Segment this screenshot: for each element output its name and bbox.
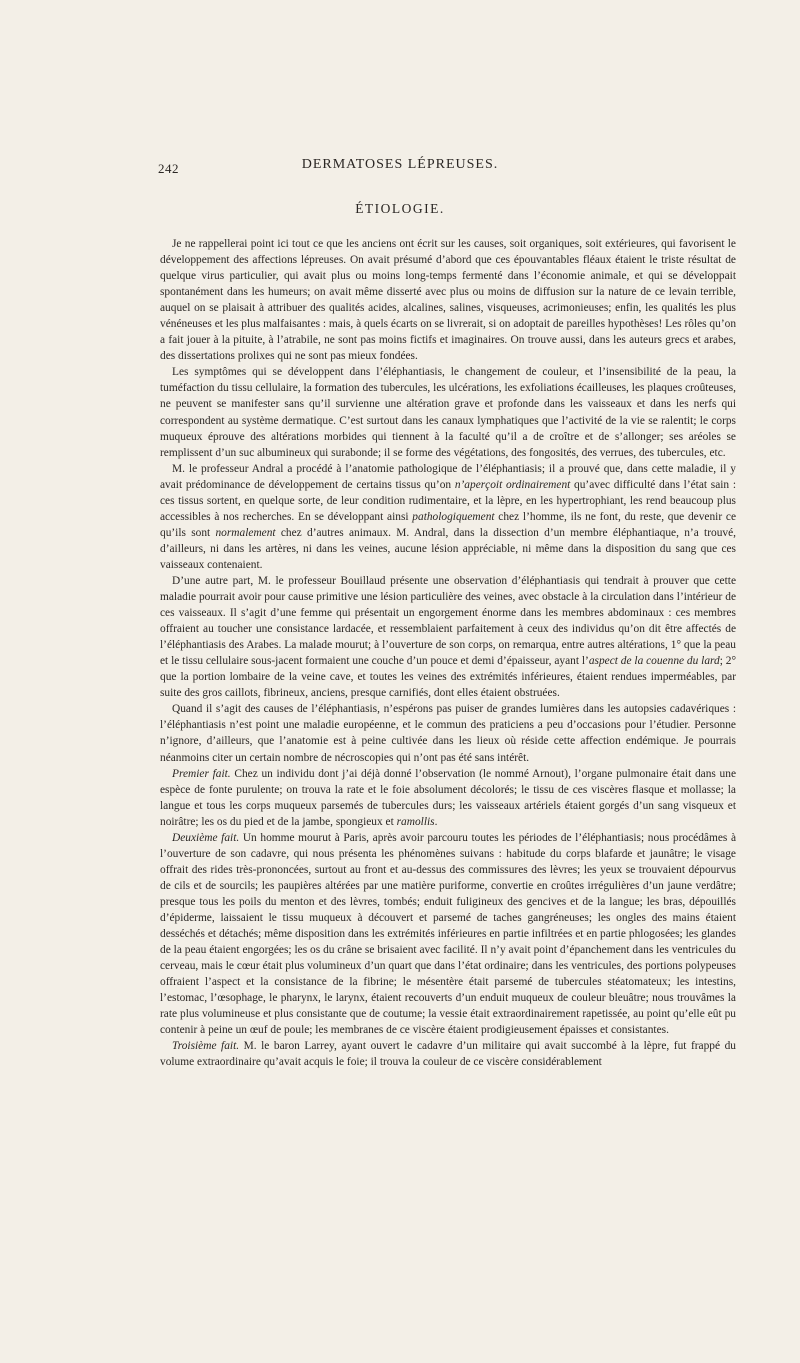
- running-head: DERMATOSES LÉPREUSES.: [301, 157, 499, 172]
- section-title: ÉTIOLOGIE.: [355, 201, 445, 216]
- paragraph-4: D’une autre part, M. le professeur Bouillaud présente une observation d’éléphantiasis qui tendrait à prouver que cette maladie pourrait avoir pour cause primitive une lésion particulière des veines, avec obstacle à la circulation dans l’intérieur de ces vaisseaux. Il s’agit d’une femme qui présentait un engorgement énorme dans les membres abdominaux : ces membres offraient au toucher une consistance lardacée, et ressemblaient parfaitement à ceux des individus qu’on dit être affectés de l’éléphantiasis des Arabes. La malade mourut; à l’ouverture de son corps, on remarqua, entre autres altérations, 1° que la peau et le tissu cellulaire sous-jacent formaient une couche d’un pouce et demi d’épaisseur, ayant l’aspect de la couenne du lard; 2° que la portion lombaire de la veine cave, et toutes les veines des extrémités inférieures, étaient rendues imperméables, par suite des gros caillots, fibrineux, anciens, presque carnifiés, dont elles étaient obstruées.: [160, 574, 737, 700]
- paragraph-3: M. le professeur Andral a procédé à l’anatomie pathologique de l’éléphantiasis; il a prouvé que, dans cette maladie, il y avait prédominance de développement de certains tissus qu’on n’aperçoit ordinairement qu’avec difficulté dans l’état sain : ces tissus sortent, en quelque sorte, de leur condition rudimentaire, et la lèpre, en les hypertrophiant, les rend beaucoup plus accessibles à nos recherches. En se développant ainsi pathologiquement chez l’homme, ils ne font, du reste, que devenir ce qu’ils sont normalement chez d’autres animaux. M. Andral, dans la dissection d’un membre éléphantiaque, n’a trouvé, d’ailleurs, ni dans les artères, ni dans les veines, aucune lésion appréciable, ni même dans la disposition du sang que ces vaisseaux contenaient.: [160, 462, 737, 571]
- paragraph-5: Quand il s’agit des causes de l’éléphantiasis, n’espérons pas puiser de grandes lumières dans les autopsies cadavériques : l’éléphantiasis n’est point une maladie européenne, et le commun des praticiens a peu d’occasions pour l’étudier. Personne n’ignore, d’ailleurs, que l’anatomie est à peine cultivée dans les lieux où réside cette affection endémique. Je pourrais néanmoins citer un certain nombre de nécroscopies qui n’ont pas été sans intérêt.: [160, 703, 736, 764]
- paragraph-deuxieme-fait: Deuxième fait. Un homme mourut à Paris, après avoir parcouru toutes les périodes de l’éléphantiasis; nous procédâmes à l’ouverture de son cadavre, qui nous présenta les phénomènes suivans : habitude du corps blafarde et jaunâtre; le visage offrait des rides très-prononcées, surtout au front et au-dessus des commissures des lèvres; les yeux se trouvaient dépourvus de cils et de sourcils; les paupières altérées par une matière puriforme, convertie en croûtes irrégulières d’un jaune verdâtre; presque tous les poils du menton et des lèvres, tombés; enduit fuligineux des gencives et de la langue; les bras, dépouillés d’épiderme, laissaient le tissu muqueux à découvert et parsemé de taches gangréneuses; les ongles des mains étaient desséchés et détachés; même disposition dans les extrémités inférieures en partie infiltrées et en partie phlogosées; les glandes de la peau étaient engorgées; les os du crâne se brisaient avec facilité. Il n’y avait point d’épanchement dans les ventricules du cerveau, mais le cœur était plus volumineux d’un quart que dans l’état ordinaire; dans les ventricules, des portions polypeuses offraient l’aspect et la consistance de la fibrine; le mésentère était parsemé de tubercules stéatomateux; les intestins, l’estomac, l’œsophage, le pharynx, le larynx, étaient recouverts d’un enduit muqueux de couleur bleuâtre; nous trouvâmes la rate plus volumineuse et plus consistante que de coutume; la vessie était extraordinairement rapetissée, au point qu’elle eût pu contenir à peine un œuf de poule; les membranes de ce viscère étaient prodigieusement épaisses et consistantes.: [160, 831, 736, 1037]
- paragraph-premier-fait: Premier fait. Chez un individu dont j’ai déjà donné l’observation (le nommé Arnout), l’organe pulmonaire était dans une espèce de fonte purulente; on trouva la rate et le foie absolument décolorés; le tissu de ces viscères flasque et mollasse; la langue et tous les corps muqueux parsemés de tubercules durs; les vaisseaux artériels étaient gorgés d’un sang visqueux et noirâtre; les os du pied et de la jambe, spongieux et ramollis.: [160, 767, 736, 828]
- page-number: 242: [158, 161, 179, 176]
- paragraph-troisieme-fait: Troisième fait. M. le baron Larrey, ayant ouvert le cadavre d’un militaire qui avait succombé à la lèpre, fut frappé du volume extraordinaire qu’avait acquis le foie; il trouva la couleur de ce viscère considérablement: [160, 1040, 736, 1069]
- paragraph-2: Les symptômes qui se développent dans l’éléphantiasis, le changement de couleur, et l’insensibilité de la peau, la tuméfaction du tissu cellulaire, la formation des tubercules, les ulcérations, les exfoliations écailleuses, les plaques croûteuses, ne peuvent se manifester sans qu’il survienne une altération grave et profonde dans les vaisseaux et dans les nerfs qui correspondent au système dermatique. C’est surtout dans les canaux lymphatiques que l’activité de la vie se ralentit; le corps muqueux éprouve des altérations morbides qui tiennent à la faculté qu’il a de croître et de s’allonger; ses aréoles se remplissent d’un suc albumineux qui surabonde; il se forme des végétations, des fongosités, des verrues, des tubercules, etc.: [160, 366, 736, 459]
- paragraph-1: Je ne rappellerai point ici tout ce que les anciens ont écrit sur les causes, soit organiques, soit extérieures, qui favorisent le développement des affections lépreuses. On avait présumé d’abord que ces épouvantables fléaux étaient le triste résultat de quelque virus particulier, qui avait plus ou moins long-temps fermenté dans l’économie animale, et qui se développait spontanément dans les humeurs; on avait même disserté avec plus ou moins de diffusion sur la nature de ce levain terrible, auquel on se plaisait à attribuer des qualités acides, alcalines, salines, visqueuses, acrimonieuses; enfin, les qualités les plus vénéneuses et les plus malfaisantes : mais, à quels écarts on se livrerait, si on adoptait de pareilles hypothèses! Les rôles qu’on a fait jouer à la pituite, à l’atrabile, ne sont pas moins fictifs et imaginaires. On trouve aussi, dans les auteurs grecs et arabes, des dissertations prolixes qui ne sont pas mieux fondées.: [160, 238, 737, 363]
- body-text: [160, 236, 736, 1070]
